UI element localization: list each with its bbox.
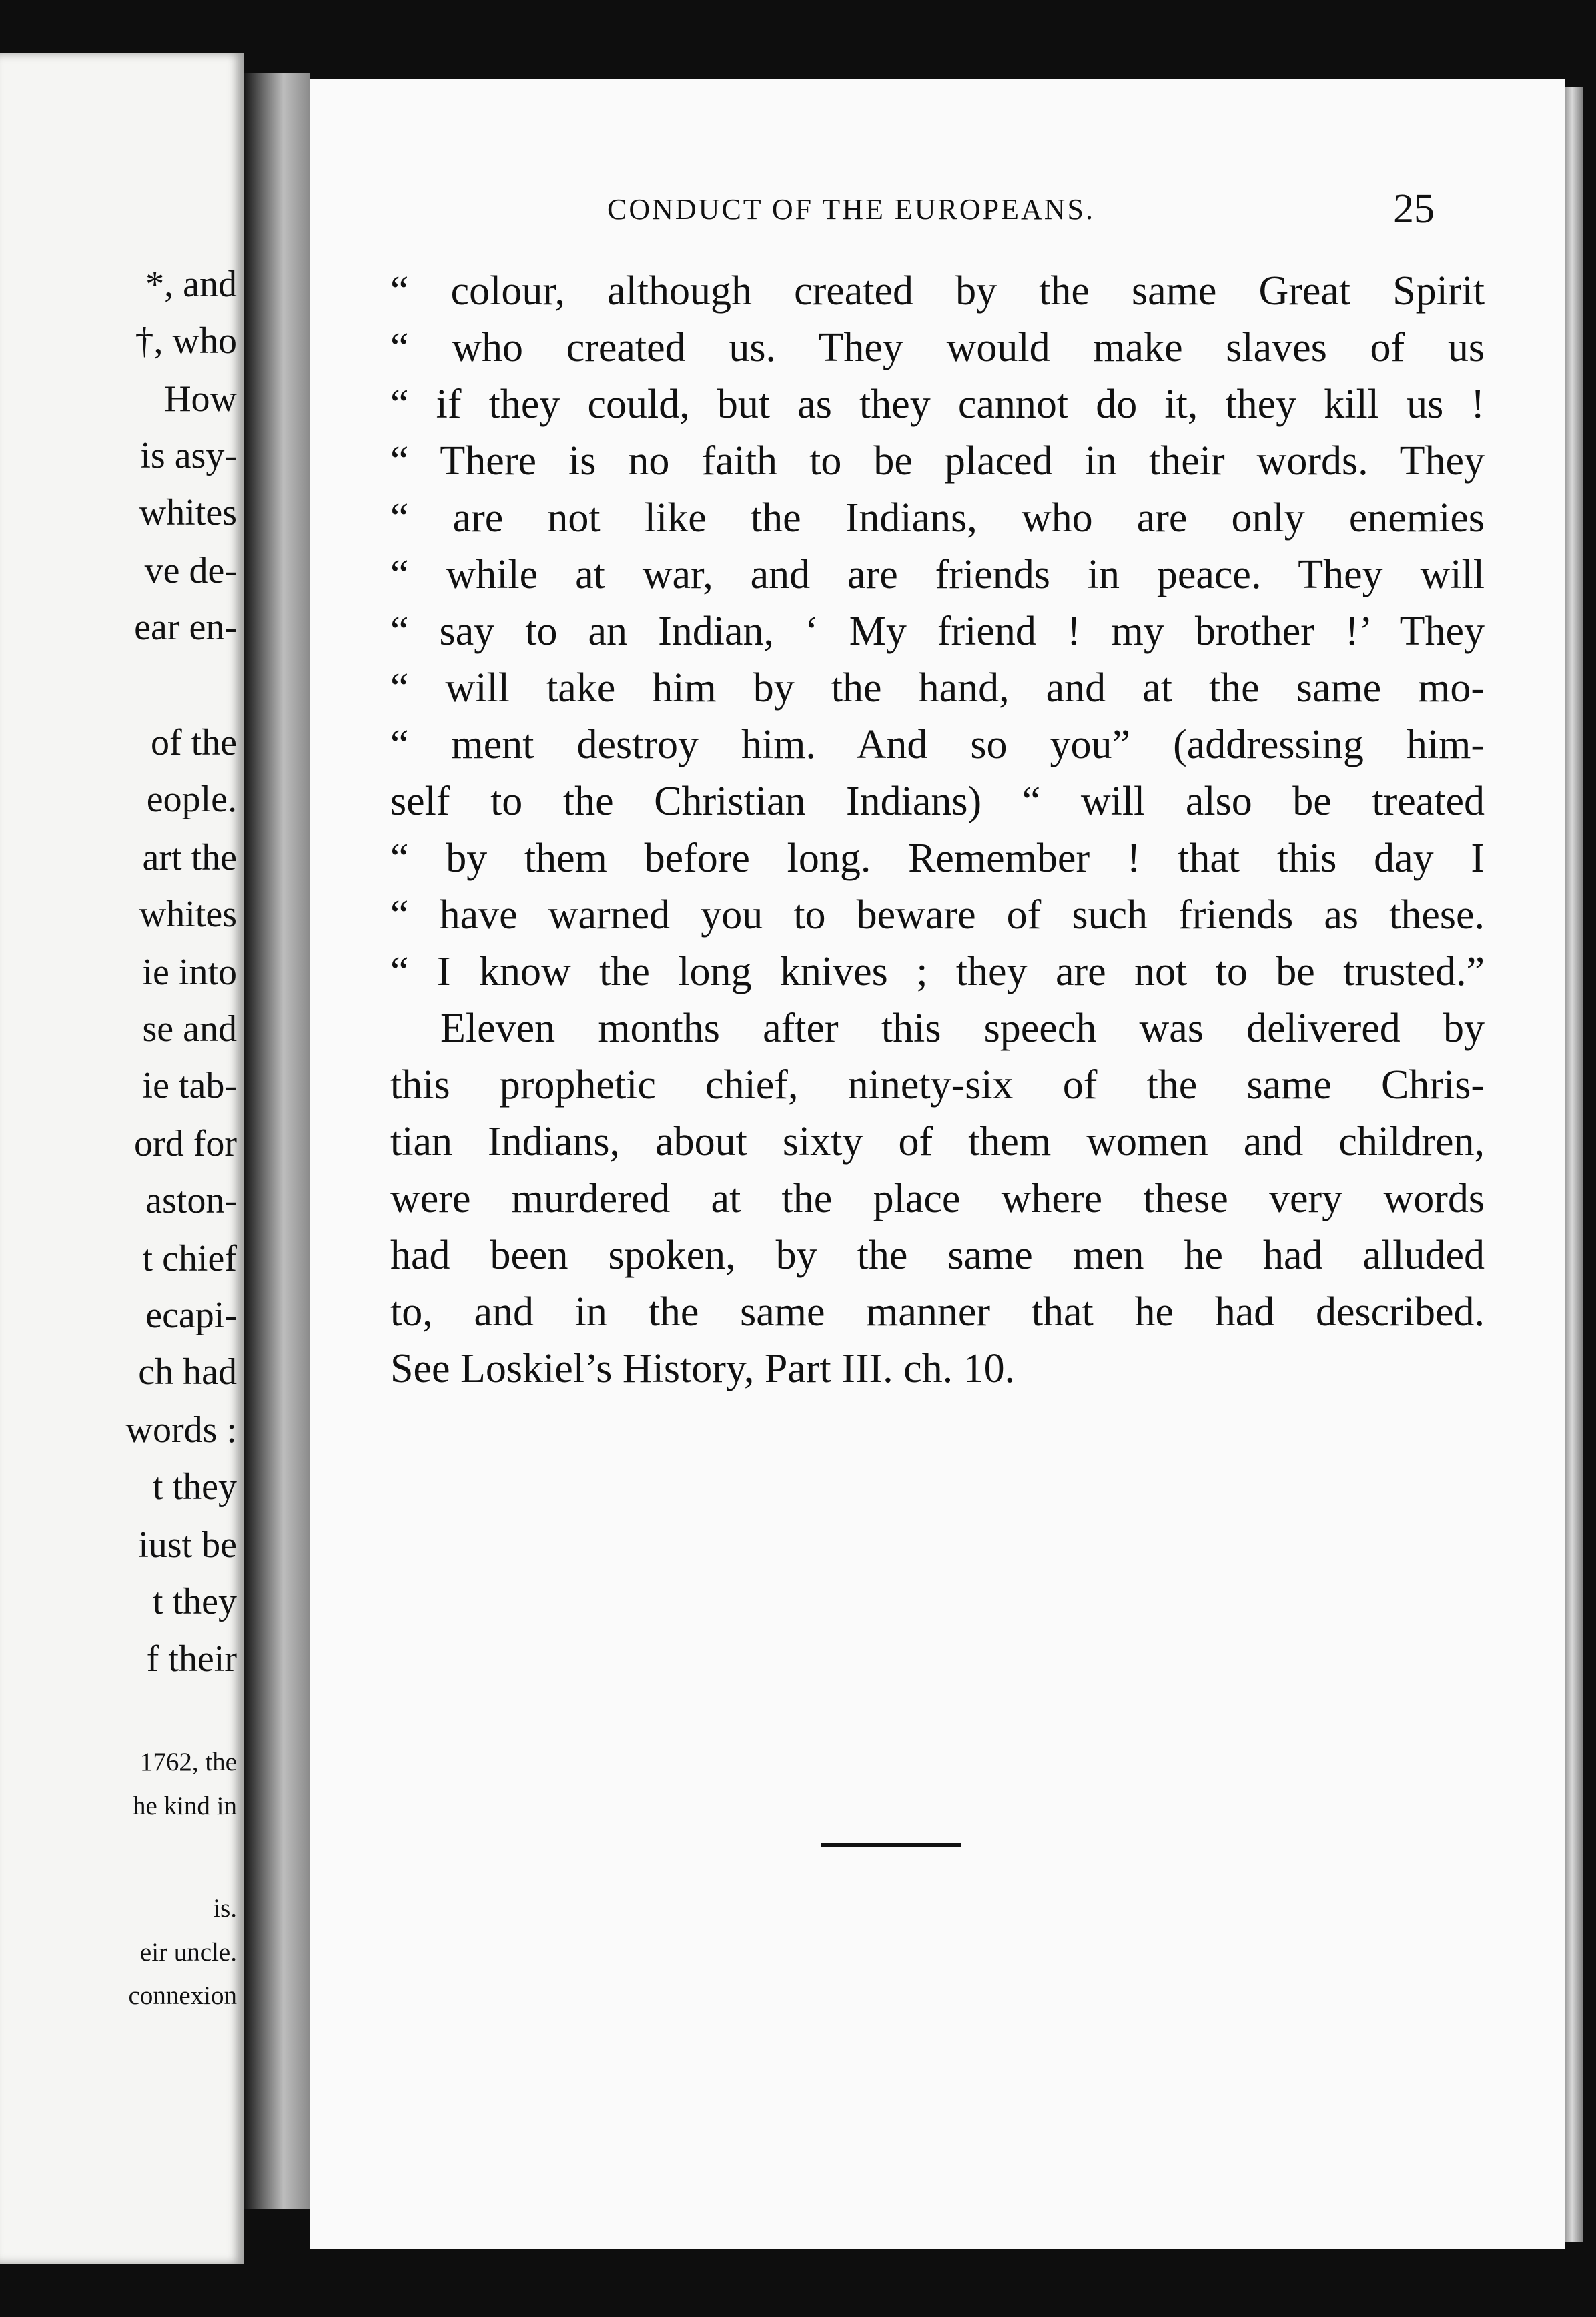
text-line: self to the Christian Indians) “ will also be treated [390, 779, 1485, 824]
right-page [310, 79, 1565, 2249]
text-line: “ while at war, and are friends in peace. They will [390, 552, 1485, 597]
left-page-line: ch had [138, 1351, 237, 1393]
text-line: “ have warned you to beware of such friends as these. [390, 892, 1485, 938]
left-page-line: *, and [145, 264, 237, 305]
left-page-footnote-line: he kind in [133, 1792, 237, 1820]
book-gutter [244, 73, 310, 2209]
left-page-line: t they [153, 1466, 237, 1508]
text-line: “ say to an Indian, ‘ My friend ! my brother !’ They [390, 609, 1485, 654]
text-line: tian Indians, about sixty of them women and children, [390, 1119, 1485, 1165]
left-page-line: ve de- [144, 550, 237, 591]
left-page-line: t chief [142, 1238, 237, 1279]
left-page-line: ie tab- [142, 1065, 237, 1106]
text-line: had been spoken, by the same men he had alluded [390, 1233, 1485, 1278]
left-page-footnote-line: eir uncle. [139, 1938, 237, 1967]
left-page-footnote-line: is. [213, 1894, 237, 1923]
closing-rule [821, 1843, 961, 1847]
left-page-line: ord for [134, 1123, 237, 1165]
text-line: “ if they could, but as they cannot do it, they kill us ! [390, 382, 1485, 427]
left-page-line: is asy- [140, 435, 237, 476]
left-page-line: t they [153, 1581, 237, 1622]
left-page-line: whites [139, 894, 237, 935]
left-page-footnote-line: 1762, the [139, 1748, 237, 1776]
text-line: See Loskiel’s History, Part III. ch. 10. [390, 1346, 1016, 1391]
left-page-footnote-line: connexion [128, 1981, 237, 2010]
text-line: “ will take him by the hand, and at the same mo- [390, 665, 1485, 711]
text-line: were murdered at the place where these very words [390, 1176, 1485, 1221]
left-page-line: se and [142, 1008, 237, 1050]
text-line: “ I know the long knives ; they are not to be trusted.” [390, 949, 1485, 994]
left-page-line: iust be [138, 1524, 237, 1566]
text-line: to, and in the same manner that he had described. [390, 1289, 1485, 1335]
left-page-line: aston- [145, 1180, 237, 1221]
left-page-line: words : [125, 1409, 237, 1451]
left-page-line: f their [146, 1638, 237, 1680]
page-edge [1565, 87, 1583, 2242]
left-page [0, 53, 244, 2264]
text-line: “ ment destroy him. And so you” (addressing him- [390, 722, 1485, 767]
left-page-line: art the [142, 837, 237, 878]
left-page-line: eople. [146, 779, 237, 820]
text-line: “ There is no faith to be placed in their words. They [390, 438, 1485, 484]
left-page-line: How [164, 378, 237, 420]
page-number: 25 [1393, 186, 1435, 232]
left-page-line: ie into [142, 952, 237, 993]
left-page-line: ear en- [134, 607, 237, 648]
left-page-line: whites [139, 492, 237, 533]
paragraph-first-line: Eleven months after this speech was delivered by [440, 1006, 1485, 1051]
left-page-line: ecapi- [145, 1295, 237, 1336]
text-line: “ by them before long. Remember ! that this day I [390, 836, 1485, 881]
text-line: this prophetic chief, ninety-six of the same Chris- [390, 1062, 1485, 1108]
text-line: “ colour, although created by the same Great Spirit [390, 268, 1485, 314]
running-head: CONDUCT OF THE EUROPEANS. [607, 193, 1096, 226]
text-line: “ who created us. They would make slaves of us [390, 325, 1485, 370]
text-line: “ are not like the Indians, who are only enemies [390, 495, 1485, 541]
left-page-line: †, who [135, 320, 237, 362]
left-page-line: of the [150, 722, 237, 763]
